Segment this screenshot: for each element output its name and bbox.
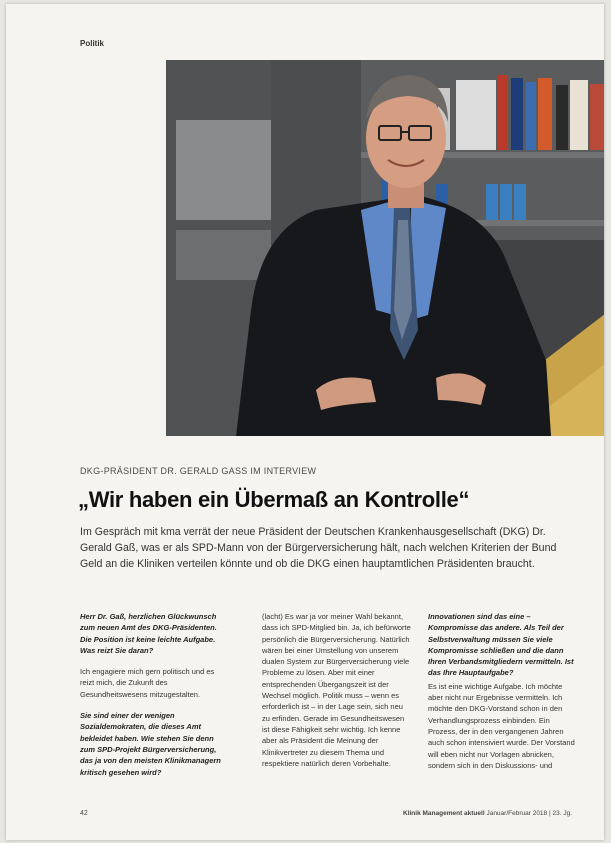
question: Innovationen sind das eine – Kompromisse das andere. Als Teil der Selbstverwaltung müssen Sie viele Kompromisse schließen und die dann Ihren Verbandsmitgliedern vermitteln. Ist das Ihre Hauptaufgabe? [428, 612, 574, 678]
page-number: 42 [80, 810, 88, 817]
separator: | [548, 810, 553, 817]
headline: „Wir haben ein Übermaß an Kontrolle“ [78, 487, 470, 512]
answer: Es ist eine wichtige Aufgabe. Ich möchte aber nicht nur Ergebnisse vermitteln. Ich möchte den DKG-Vorstand schon in den Verhandlungsprozess einbinden. Ein Prozess, der in den vergangenen Jahren auch schon intensiviert wurde. Der Vorstand will eben nicht nur Vorlagen abnicken, sondern sich in den Diskussions- und [428, 681, 575, 770]
text-column-3 [428, 611, 578, 781]
answer: Ich engagiere mich gern politisch und es reizt mich, die Zukunft des Gesundheitswesens mitzugestalten. [80, 667, 215, 699]
section-label: Politik [80, 39, 105, 48]
volume: 23. Jg. [552, 810, 572, 817]
answer: (lacht) Es war ja vor meiner Wahl bekannt, dass ich SPD-Mitglied bin. Ja, ich befürworte persönlich die Bürgerversicherung. Natürlich wären bei einer Umstellung von unserem dualen System zur Bürgerversicherung viele Probleme zu lösen. Aber mit einer entsprechenden Übergangszeit ist der Wechsel möglich. Politik muss – wenn es erforderlich ist – in der Lage sein, sich neu zu erfinden. Gerade im Gesundheitswesen ist diese Fähigkeit sehr wichtig. Ich kenne aber als Präsident die Meinung der Klinikvertreter zu diesem Thema und respektiere natürlich deren Vorbehalte. [262, 612, 411, 768]
publication-name: Klinik Management aktuell [403, 810, 485, 817]
text-column-1 [80, 611, 230, 788]
text-column-2 [262, 611, 412, 779]
lead-paragraph: Im Gespräch mit kma verrät der neue Präsident der Deutschen Krankenhausgesellschaft (DKG) Dr. Gerald Gaß, was er als SPD-Mann von der Bürgerversicherung hält, nach welchen Kriterien der Bund Geld an die Kliniken verteilen könnte und ob die DKG einen hauptamtlichen Präsidenten braucht. [80, 526, 557, 570]
question: Herr Dr. Gaß, herzlichen Glückwunsch zum neuen Amt des DKG-Präsidenten. Die Position ist keine leichte Aufgabe. Was reizt Sie daran? [80, 612, 217, 655]
portrait-photo [166, 60, 604, 436]
footer-publication [403, 810, 572, 817]
issue-date: Januar/Februar 2018 [486, 810, 548, 817]
kicker: DKG-PRÄSIDENT DR. GERALD GASS IM INTERVIEW [80, 466, 317, 476]
magazine-page [6, 4, 604, 840]
question: Sie sind einer der wenigen Sozialdemokraten, die dieses Amt bekleidet haben. Wie stehen Sie denn zum SPD-Projekt Bürgerversicherung, das ja von den meisten Klinikmanagern kritisch gesehen wird? [80, 711, 221, 777]
